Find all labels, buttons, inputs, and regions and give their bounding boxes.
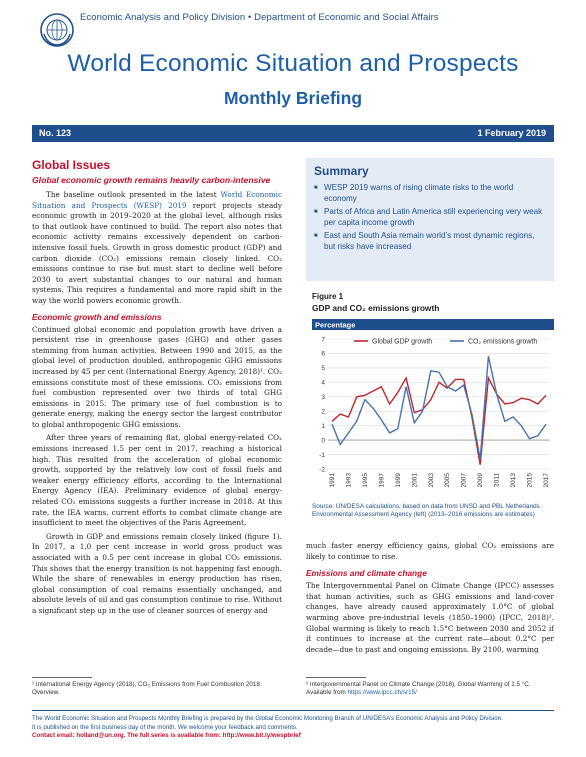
paragraph-1-start: The baseline outlook presented in the latest — [46, 190, 221, 199]
gdp-growth-line — [332, 378, 546, 465]
chart-svg — [312, 319, 554, 499]
x-tick-label: 2001 — [411, 473, 419, 488]
x-tick-label: 2005 — [444, 473, 452, 488]
x-tick-label: 1995 — [361, 473, 369, 488]
issue-date: 1 February 2019 — [477, 128, 546, 138]
footnote-2-text: ² Intergovernmental Panel on Climate Change (2018), Global Warming of 1.5 °C. Available from — [306, 681, 531, 697]
summary-list — [314, 183, 546, 252]
legend-label: Global GDP growth — [372, 338, 433, 346]
y-tick-label: -1 — [319, 451, 325, 459]
un-emblem-icon — [39, 12, 75, 48]
page-title: World Economic Situation and Prospects — [67, 50, 519, 77]
y-tick-label: 6 — [321, 350, 325, 358]
summary-box — [306, 158, 554, 281]
footnote-1: ¹ International Energy Agency (2018), CO₂ Emissions from Fuel Combustion 2018: Overview. — [32, 681, 262, 697]
summary-item: ■ East and South Asia remain world’s most dynamic regions, but risks have increased — [314, 231, 546, 252]
x-tick-label: 2011 — [493, 473, 501, 487]
y-tick-label: 2 — [321, 408, 325, 416]
y-tick-label: 3 — [321, 394, 325, 402]
summary-title: Summary — [314, 164, 369, 178]
x-tick-label: 2007 — [460, 473, 468, 488]
issue-banner — [32, 125, 554, 142]
y-tick-label: -2 — [319, 466, 325, 474]
footer-contact[interactable]: Contact email: holland@un.org. The full series is available from: http://www.bit.ly/wespbrief — [32, 732, 301, 739]
legend-label: CO₂ emissions growth — [468, 338, 538, 346]
issue-number: No. 123 — [39, 128, 72, 138]
footnote-2 — [306, 681, 554, 697]
paragraph-1-rest: report projects steady economic growth in 2019–2020 at the global level, although risks to that outlook have continued to build. The report also notes that economic activity remains excessively dependent on carbon-intensive fossil fuels. Growth in gross domestic product (GDP) and carbon dioxide (CO₂) emissions remain closely linked. CO₂ emissions continue to rise but must start to decline well before 2030 to avert substantial changes to our natural and human systems. This requires a fundamental and more rapid shift in the way the world powers economic growth. — [32, 200, 283, 305]
x-tick-label: 1999 — [394, 473, 402, 488]
figure-label: Figure 1 — [312, 292, 344, 301]
x-tick-label: 2013 — [510, 473, 518, 488]
y-tick-label: 7 — [321, 336, 325, 344]
org-line: Economic Analysis and Policy Division • Department of Economic and Social Affairs — [80, 12, 439, 23]
section-title: Global Issues — [32, 158, 111, 172]
summary-item: ■ WESP 2019 warns of rising climate risks to the world economy — [314, 183, 546, 204]
y-tick-label: 1 — [321, 422, 325, 430]
page-footer — [32, 710, 554, 741]
footnote-divider — [306, 677, 366, 678]
x-tick-label: 1997 — [378, 473, 386, 488]
paragraph-4: Growth in GDP and emissions remain closely linked (figure 1). In 2017, a 1.0 per cent increase in world gross product was associated with a 0.5 per cent increase in global CO₂ emissions. This shows that the energy transition is not happening fast enough. While the share of renewables in energy production has risen, global consumption of coal remains essentially unchanged, and absolute levels of oil and gas consumption continue to rise. Without a significant step up in the use of cleaner sources of energy and — [32, 531, 282, 615]
y-tick-label: 4 — [321, 379, 325, 387]
y-axis-label: Percentage — [315, 320, 356, 330]
co2-emissions-line — [332, 356, 546, 459]
x-tick-label: 2017 — [543, 473, 550, 488]
wesp-report-link[interactable]: World Economic Situation and Prospects (WESP) 2019 — [32, 190, 283, 210]
summary-item: ■ Parts of Africa and Latin America still experiencing very weak per capita income growth — [314, 207, 546, 228]
paragraph-1 — [32, 190, 282, 307]
paragraph-3: After three years of remaining flat, global energy-related CO₂ emissions increased 1.5 per cent in 2017, reaching a historical high. This resulted from the acceleration of global economic growth, supported by the relatively low cost of fossil fuels and weaker energy efficiency efforts, according to the International Energy Agency (IEA). Preliminary evidence of global energy-related CO₂ emissions suggests a further increase in 2018. At this rate, the IEA warns, current efforts to combat climate change are insufficient to meet the objectives of the Paris Agreement. — [32, 433, 282, 528]
y-tick-label: 0 — [321, 437, 325, 445]
right-column-text — [306, 541, 554, 655]
heading-growth-emissions: Economic growth and emissions — [32, 311, 162, 322]
paragraph-continued: much faster energy efficiency gains, global CO₂ emissions are likely to continue to rise. — [306, 541, 554, 561]
page-subtitle: Monthly Briefing — [223, 88, 363, 108]
x-tick-label: 2003 — [427, 473, 435, 488]
footnote-divider — [32, 677, 92, 678]
paragraph-2: Continued global economic and population growth have driven a persistent rise in greenhouse gases (GHG) and other gases stemming from human activities. Between 1990 and 2015, as the global level of production doubled, anthropogenic GHG emissions increased by 45 per cent (International Energy Agency, 2018)¹. CO₂ emissions constitute most of these emissions. CO₂ emissions from fuel combustion represented over two thirds of total GHG emissions in 2015. The primary use of fuel combustion is to generate energy, making the energy sector the largest contributor to global anthropogenic GHG emissions. — [32, 324, 282, 429]
figure-title: GDP and CO₂ emissions growth — [312, 303, 440, 313]
footer-line-2: It is published on the first business day of the month. We welcome your feedback and comments. — [32, 723, 298, 731]
left-column — [32, 158, 282, 617]
x-tick-label: 2015 — [526, 473, 534, 488]
heading-emissions-climate: Emissions and climate change — [306, 568, 427, 579]
x-tick-label: 2009 — [477, 473, 485, 488]
x-tick-label: 1991 — [329, 473, 336, 488]
section-subtitle: Global economic growth remains heavily carbon-intensive — [32, 175, 271, 185]
paragraph-5: The Intergovernmental Panel on Climate Change (IPCC) assesses that human activities, such as GHG emissions and land-cover changes, have already caused approximately 1.0°C of global warming above pre-industrial levels (1850–1900) (IPCC, 2018)². Global warming is likely to reach 1.5°C between 2030 and 2052 if it continues to increase at the current rate—about 0.2°C per decade—due to past and ongoing emissions. By 2100, warming — [306, 581, 554, 654]
gdp-co2-chart — [312, 319, 554, 499]
x-tick-label: 1993 — [345, 473, 353, 488]
ipcc-link[interactable]: https://www.ipcc.ch/sr15/ — [347, 689, 417, 697]
figure-source: Source: UN/DESA calculations, based on data from UNSD and PBL Netherlands Environmental Assessment Agency (left) (2013–2016 emissions are estimates) — [312, 503, 540, 518]
footer-line-1: The World Economic Situation and Prospects Monthly Briefing is prepared by the Global Economic Monitoring Branch of UN/DESA’s Economic Analysis and Policy Division. — [32, 715, 503, 722]
y-tick-label: 5 — [321, 365, 325, 373]
